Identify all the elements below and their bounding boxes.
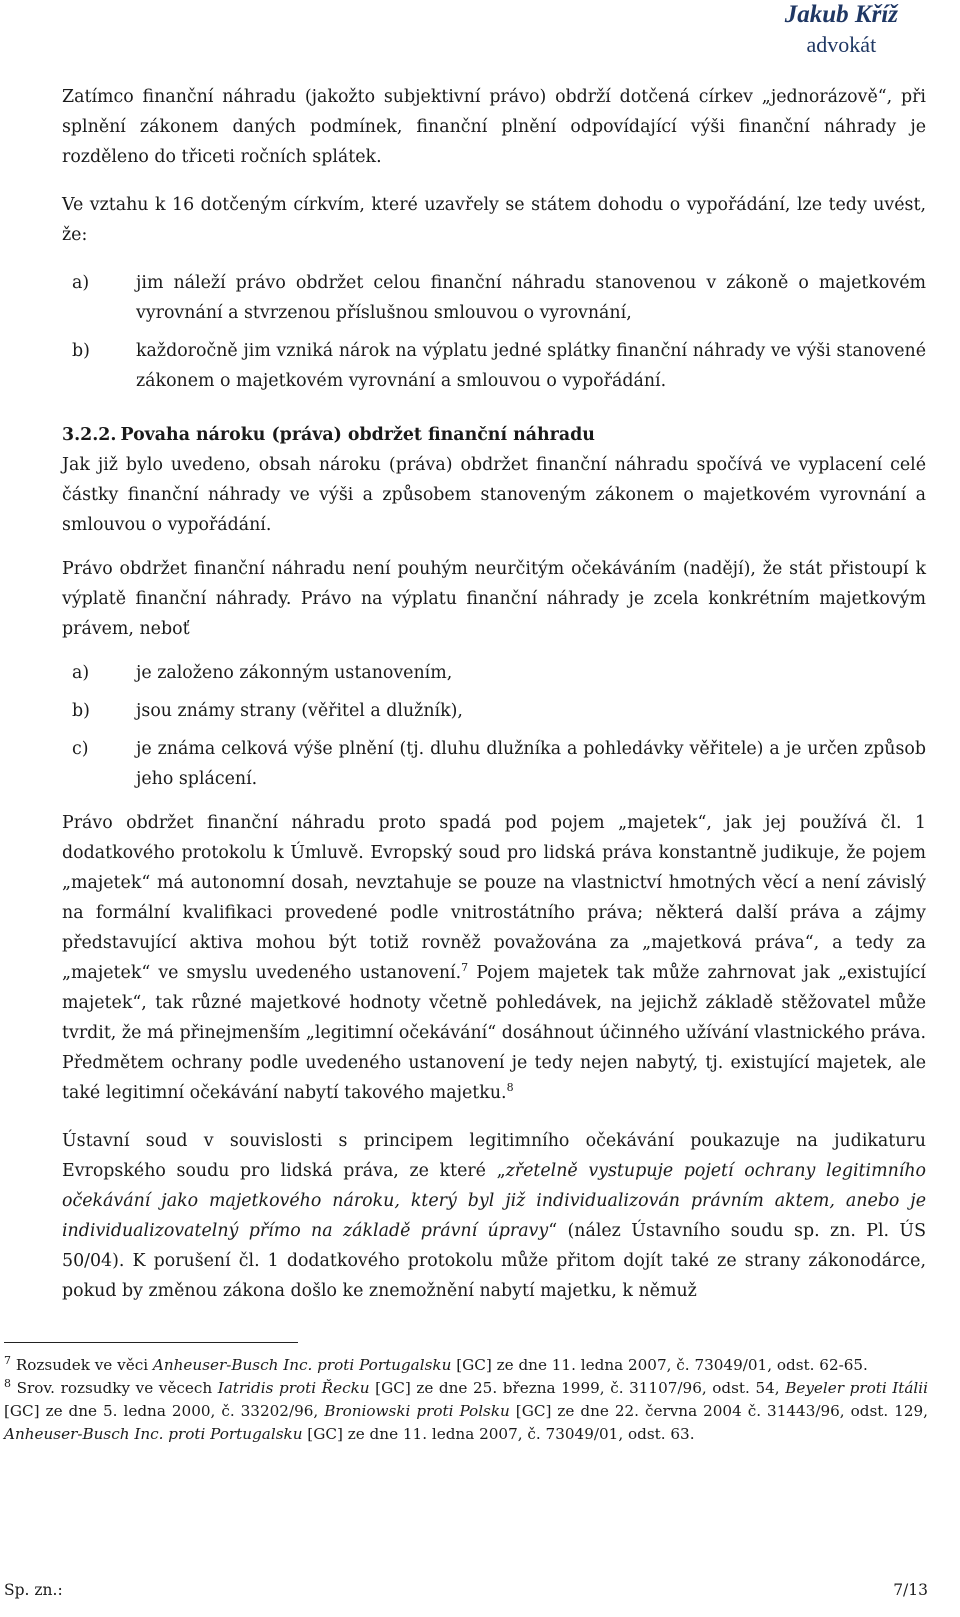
page-header bbox=[785, 0, 898, 60]
paragraph: Jak již bylo uvedeno, obsah nároku (práva) obdržet finanční náhradu spočívá ve vyplacení celé částky finanční náhrady ve výši a způsobem stanoveným zákonem o majetkovém vyrovnání a smlouvou o vypořádání. bbox=[62, 455, 926, 535]
list-item-text: jsou známy strany (věřitel a dlužník), bbox=[136, 701, 463, 721]
page-footer bbox=[0, 1573, 960, 1617]
footnote-number: 8 bbox=[4, 1376, 11, 1390]
list-item bbox=[72, 268, 926, 328]
case-name: Anheuser-Busch Inc. proti Portugalsku bbox=[152, 1356, 452, 1374]
footnote bbox=[4, 1354, 928, 1377]
list-item bbox=[72, 658, 926, 688]
footnote-text: [GC] ze dne 22. června 2004 č. 31443/96, odst. 129, bbox=[509, 1402, 928, 1420]
footnote-ref[interactable]: 8 bbox=[506, 1081, 514, 1095]
footnote-ref[interactable]: 7 bbox=[461, 961, 469, 975]
quoted-italic-text: zřetelně vystupuje pojetí ochrany legitimního očekávání jako majetkového nároku, který byl již individualizován právním aktem, anebo je individualizovatelný přímo na základě právní úpravy bbox=[62, 1161, 926, 1241]
section-number: 3.2.2. bbox=[62, 425, 117, 445]
footnote bbox=[4, 1377, 928, 1446]
paragraph-text: Pojem majetek tak může zahrnovat jak „existující majetek“, tak různé majetkové hodnoty včetně pohledávek, na jejichž základě stěžovatel může tvrdit, že má přinejmenším „legitimní očekávání“ dosáhnout účinného užívání vlastnického práva. Předmětem ochrany podle uvedeného ustanovení je tedy nejen nabytý, tj. existující majetek, ale také legitimní očekávání nabytí takového majetku. bbox=[62, 963, 926, 1103]
page-number: 7/13 bbox=[893, 1581, 928, 1599]
paragraph-text: Ústavní soud v souvislosti s principem legitimního očekávání poukazuje na judikaturu Evropského soudu pro lidská práva, ze které „ bbox=[62, 1131, 926, 1181]
list-marker: a) bbox=[72, 663, 90, 683]
list-item bbox=[72, 336, 926, 396]
list-marker: b) bbox=[72, 701, 90, 721]
list-item-text: je založeno zákonným ustanovením, bbox=[136, 663, 453, 683]
list-item bbox=[72, 696, 926, 726]
list-item-text: je známa celková výše plnění (tj. dluhu dlužníka a pohledávky věřitele) a je určen způsob jeho splácení. bbox=[136, 739, 926, 789]
footnote-text: [GC] ze dne 11. ledna 2007, č. 73049/01, odst. 62-65. bbox=[451, 1356, 868, 1374]
footnote-text: Srov. rozsudky ve věcech bbox=[11, 1379, 218, 1397]
list-item bbox=[72, 734, 926, 794]
paragraph: Zatímco finanční náhradu (jakožto subjektivní právo) obdrží dotčená církev „jednorázově“, při splnění zákonem daných podmínek, finanční plnění odpovídající výši finanční náhrady je rozděleno do třiceti ročních splátek. bbox=[62, 87, 926, 167]
paragraph: Ve vztahu k 16 dotčeným církvím, které uzavřely se státem dohodu o vypořádání, lze tedy uvést, že: bbox=[62, 195, 926, 245]
list-marker: c) bbox=[72, 739, 89, 759]
section-title: Povaha nároku (práva) obdržet finanční náhradu bbox=[120, 425, 595, 445]
footnote-text: [GC] ze dne 25. března 1999, č. 31107/96, odst. 54, bbox=[369, 1379, 786, 1397]
footnote-text: [GC] ze dne 11. ledna 2007, č. 73049/01, odst. 63. bbox=[302, 1425, 695, 1443]
case-name: Beyeler proti Itálii bbox=[785, 1379, 928, 1397]
list-marker: b) bbox=[72, 341, 90, 361]
paragraph bbox=[62, 808, 926, 1108]
list-marker: a) bbox=[72, 273, 90, 293]
list-item-text: každoročně jim vzniká nárok na výplatu jedné splátky finanční náhrady ve výši stanovené zákonem o majetkovém vyrovnání a smlouvou o vypořádání. bbox=[136, 341, 926, 391]
case-name: Iatridis proti Řecku bbox=[217, 1379, 370, 1397]
footnotes bbox=[4, 1354, 928, 1446]
case-name: Broniowski proti Polsku bbox=[324, 1402, 510, 1420]
paragraph-text: “ (nález Ústavního soudu sp. zn. Pl. ÚS 50/04). K porušení čl. 1 dodatkového protokolu může přitom dojít také ze strany zákonodárce, pokud by změnou zákona došlo ke znemožnění nabytí majetku, k němuž bbox=[62, 1221, 926, 1301]
case-name: Anheuser-Busch Inc. proti Portugalsku bbox=[4, 1425, 303, 1443]
footnote-separator bbox=[4, 1342, 298, 1343]
section-heading bbox=[62, 420, 926, 450]
list-item-text: jim náleží právo obdržet celou finanční náhradu stanovenou v zákoně o majetkovém vyrovnání a stvrzenou příslušnou smlouvou o vyrovnání, bbox=[136, 273, 926, 323]
footnote-text: [GC] ze dne 5. ledna 2000, č. 33202/96, bbox=[4, 1402, 325, 1420]
footnote-text: Rozsudek ve věci bbox=[11, 1356, 153, 1374]
paragraph-text: Právo obdržet finanční náhradu proto spadá pod pojem „majetek“, jak jej používá čl. 1 dodatkového protokolu k Úmluvě. Evropský soud pro lidská práva konstantně judikuje, že pojem „majetek“ má autonomní dosah, nevztahuje se pouze na vlastnictví hmotných věcí a není závislý na formální kvalifikaci provedené podle vnitrostátního práva; některá další práva a zájmy představující aktiva mohou být totiž rovněž považována za „majetková práva“, a tedy za „majetek“ ve smyslu uvedeného ustanovení. bbox=[62, 813, 926, 983]
footnote-number: 7 bbox=[4, 1353, 11, 1367]
author-name: Jakub Kříž bbox=[784, 1, 898, 28]
case-number-label: Sp. zn.: bbox=[4, 1581, 63, 1599]
paragraph: Právo obdržet finanční náhradu není pouhým neurčitým očekáváním (nadějí), že stát přistoupí k výplatě finanční náhrady. Právo na výplatu finanční náhrady je zcela konkrétním majetkovým právem, neboť bbox=[62, 559, 926, 639]
document-body bbox=[62, 82, 926, 1306]
paragraph bbox=[62, 1126, 926, 1306]
author-role: advokát bbox=[806, 32, 877, 57]
